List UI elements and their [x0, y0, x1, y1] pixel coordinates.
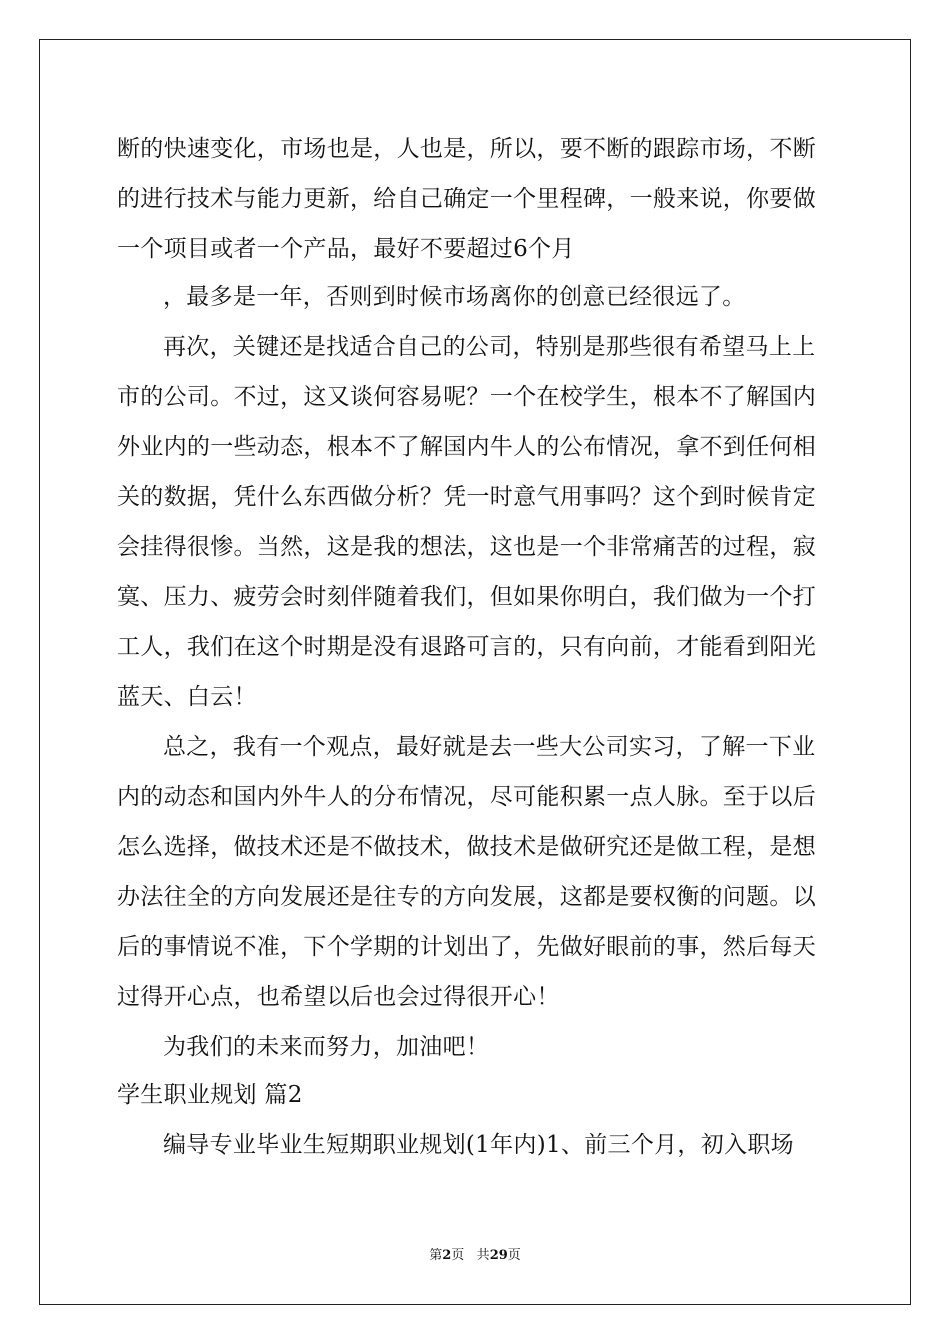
page-suffix: 页 [451, 1248, 465, 1263]
section-heading: 学生职业规划 篇2 [117, 1082, 303, 1108]
total-suffix: 页 [507, 1248, 521, 1263]
paragraph-first-line: 总之，我有一个观点，最好就是去一些大公司实习，了解一下业 [163, 734, 816, 760]
total-pages: 29 [489, 1248, 508, 1263]
text-line: 断的快速变化，市场也是，人也是，所以，要不断的跟踪市场，不断 [117, 136, 816, 162]
text-line: 会挂得很惨。当然，这是我的想法，这也是一个非常痛苦的过程，寂 [117, 534, 816, 560]
text-line: 办法往全的方向发展还是往专的方向发展，这都是要权衡的问题。以 [117, 884, 816, 910]
paragraph-first-line: 为我们的未来而努力，加油吧！ [163, 1034, 490, 1060]
page-number: 2 [442, 1248, 452, 1263]
text-line: 的进行技术与能力更新，给自己确定一个里程碑，一般来说，你要做 [117, 186, 816, 212]
page-prefix: 第 [429, 1248, 443, 1263]
text-line: 怎么选择，做技术还是不做技术，做技术是做研究还是做工程，是想 [117, 834, 816, 860]
text-line: 外业内的一些动态，根本不了解国内牛人的公布情况，拿不到任何相 [117, 434, 816, 460]
page-footer [0, 1244, 950, 1263]
paragraph-first-line: 编导专业毕业生短期职业规划(1年内)1、前三个月，初入职场 [163, 1132, 794, 1158]
text-line: 寞、压力、疲劳会时刻伴随着我们，但如果你明白，我们做为一个打 [117, 584, 816, 610]
text-line: 后的事情说不准，下个学期的计划出了，先做好眼前的事，然后每天 [117, 934, 816, 960]
text-line: 过得开心点，也希望以后也会过得很开心！ [117, 984, 560, 1010]
paragraph-first-line: 再次，关键还是找适合自己的公司，特别是那些很有希望马上上 [163, 334, 816, 360]
text-line: 蓝天、白云！ [117, 684, 257, 710]
text-line: 关的数据，凭什么东西做分析？凭一时意气用事吗？这个到时候肯定 [117, 484, 816, 510]
text-line: 一个项目或者一个产品，最好不要超过6个月 [117, 236, 575, 262]
text-line: ，最多是一年，否则到时候市场离你的创意已经很远了。 [163, 284, 746, 310]
total-prefix: 共 [476, 1248, 490, 1263]
text-line: 工人，我们在这个时期是没有退路可言的，只有向前，才能看到阳光 [117, 634, 816, 660]
text-line: 内的动态和国内外牛人的分布情况，尽可能积累一点人脉。至于以后 [117, 784, 816, 810]
text-line: 市的公司。不过，这又谈何容易呢？一个在校学生，根本不了解国内 [117, 384, 816, 410]
